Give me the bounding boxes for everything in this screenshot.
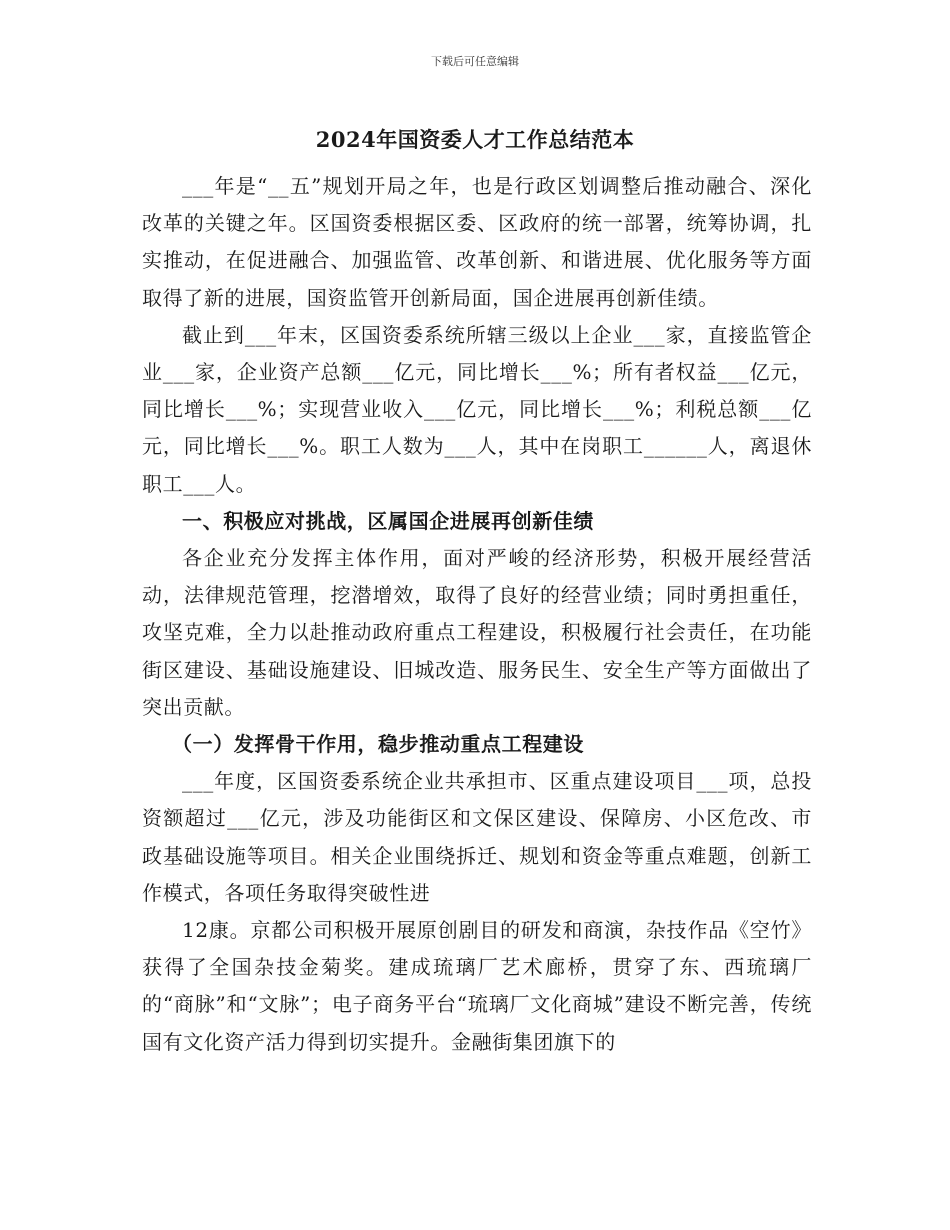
- document-title: 2024年国资委人才工作总结范本: [315, 127, 635, 152]
- paragraph-continued: 12康。京都公司积极开展原创剧目的研发和商演，杂技作品《空竹》获得了全国杂技金菊奖。建成琉璃厂艺术廊桥，贯穿了东、西琉璃厂的“商脉”和“文脉”；电子商务平台“琉璃厂文化商城”建设不断完善，传统国有文化资产活力得到切实提升。金融街集团旗下的: [142, 918, 812, 1054]
- paragraph-subsection-1: ___年度，区国资委系统企业共承担市、区重点建设项目___项，总投资额超过___亿元，涉及功能街区和文保区建设、保障房、小区危改、市政基础设施等项目。相关企业围绕拆迁、规划和资金等重点难题，创新工作模式，各项任务取得突破性进: [142, 769, 812, 905]
- subsection-heading-1: （一）发挥骨干作用，稳步推动重点工程建设: [172, 732, 584, 757]
- section-heading-1: 一、积极应对挑战，区属国企进展再创新佳绩: [182, 508, 594, 533]
- paragraph-intro: ___年是“__五”规划开局之年，也是行政区划调整后推动融合、深化改革的关键之年。区国资委根据区委、区政府的统一部署，统筹协调，扎实推动，在促进融合、加强监管、改革创新、和谐进展、优化服务等方面取得了新的进展，国资监管开创新局面，国企进展再创新佳绩。: [142, 174, 812, 310]
- document-body: [142, 168, 812, 1061]
- paragraph-section-1: 各企业充分发挥主体作用，面对严峻的经济形势，积极开展经营活动，法律规范管理，挖潜增效，取得了良好的经营业绩；同时勇担重任，攻坚克难，全力以赴推动政府重点工程建设，积极履行社会责任，在功能街区建设、基础设施建设、旧城改造、服务民生、安全生产等方面做出了突出贡献。: [142, 546, 812, 719]
- header-note: 下载后可任意编辑: [431, 55, 519, 68]
- paragraph-statistics: 截止到___年末，区国资委系统所辖三级以上企业___家，直接监管企业___家，企业资产总额___亿元，同比增长___%；所有者权益___亿元，同比增长___%；实现营业收入___亿元，同比增长___%；利税总额___亿元，同比增长___%。职工人数为___人，其中在岗职工______人，离退休职工___人。: [142, 322, 812, 496]
